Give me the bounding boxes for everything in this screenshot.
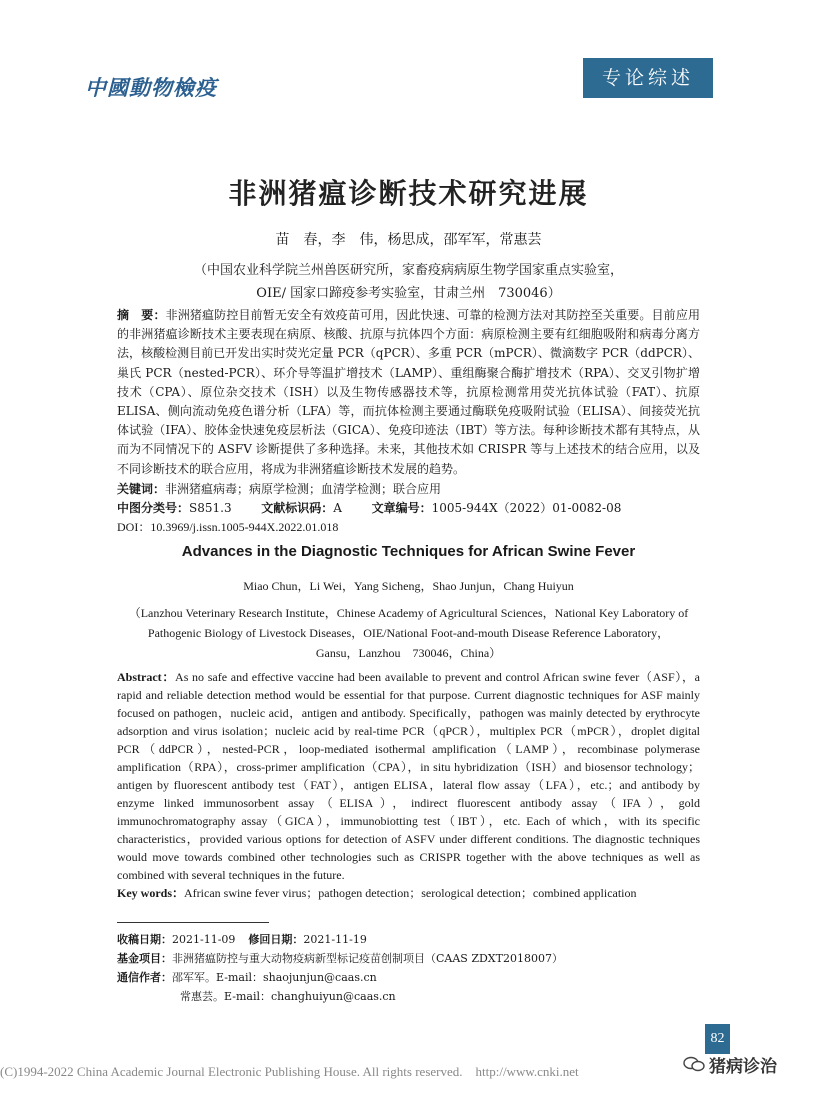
corr-author-2: 常惠芸。E-mail：changhuiyun@caas.cn: [180, 990, 396, 1003]
page-number: 82: [705, 1024, 730, 1054]
revised-value: 2021-11-19: [303, 933, 367, 946]
doc-code-label: 文献标识码：: [261, 501, 334, 515]
affiliation-cn-line-2: OIE/ 国家口蹄疫参考实验室，甘肃兰州 730046）: [256, 286, 561, 301]
wechat-icon: [683, 1056, 705, 1072]
doc-code-value: A: [333, 501, 342, 515]
keywords-en-label: Key words：: [117, 886, 184, 900]
abstract-cn-text: 非洲猪瘟防控目前暂无安全有效疫苗可用，因此快速、可靠的检测方法对其防控至关重要。目前应用的非洲猪瘟诊断技术主要表现在病原、核酸、抗原与抗体四个方面：病原检测主要有红细胞吸附和病毒分离方法，核酸检测目前已开发出实时荧光定量 PCR（qPCR）、多重 PCR（mPCR）、微滴数字 PCR（ddPCR）、巢氏 PCR（nested-PCR）、环介导等温扩增技术（LAMP）、重组酶聚合酶扩增技术（RPA）、交叉引物扩增技术（CPA）、原位杂交技术（ISH）以及生物传感器技术等，抗原检测常用荧光抗体试验（FAT）、抗原 ELISA、侧向流动免疫色谱分析（LFA）等，而抗体检测主要通过酶联免疫吸附试验（ELISA）、间接荧光抗体试验（IFA）、胶体金快速免疫层析法（GICA）、免疫印迹法（IBT）等方法。每种诊断技术都有其特点，从而为不同情况下的 ASFV 诊断提供了多种选择。未来，其他技术如 CRISPR 等与上述技术的结合应用，以及不同诊断技术的联合应用，将成为非洲猪瘟诊断技术发展的趋势。: [117, 308, 700, 476]
abstract-en-label: Abstract：: [117, 670, 176, 684]
affiliation-en-line-2: Pathogenic Biology of Livestock Diseases，OIE/National Foot-and-mouth Disease Reference Laboratory，: [147, 626, 670, 640]
keywords-cn-label: 关键词：: [117, 482, 166, 496]
abstract-cn: [117, 306, 700, 479]
section-label: 专论综述: [583, 58, 713, 98]
doi: DOI：10.3969/j.issn.1005-944X.2022.01.018: [117, 520, 339, 534]
abstract-en-text: As no safe and effective vaccine had been available to prevent and control African swine fever（ASF），a rapid and reliable detection method would be essential for that purpose. Current diagnostic techniques for ASF mainly focused on pathogen，nucleic acid，antigen and antibody. Specifically，pathogen was mainly detected by erythrocyte adsorption and virus isolation；nucleic acid by real-time PCR（qPCR），multiplex PCR（mPCR），droplet digital PCR（ddPCR），nested-PCR，loop-mediated isothermal amplification（LAMP），recombinase polymerase amplification（RPA），cross-primer amplification（CPA），in situ hybridization（ISH）and biosensor technology；antigen by fluorescent antibody test（FAT），antigen ELISA，lateral flow assay（LFA），etc.；and antibody by enzyme linked immunosorbent assay（ELISA），indirect fluorescent antibody assay（IFA），gold immunochromatography assay（GICA），immunobiotting test（IBT），etc. Each of which，with its specific characteristics，provided various options for detection of ASFV under different conditions. The diagnostic techniques would move towards combined other technologies such as CRISPR together with the above techniques as well as combined with several techniques in the future.: [117, 670, 701, 882]
authors-en: Miao Chun，Li Wei，Yang Sicheng，Shao Junjun，Chang Huiyun: [243, 579, 574, 593]
fund-value: 非洲猪瘟防控与重大动物疫病新型标记疫苗创制项目（CAAS ZDXT2018007）: [172, 952, 563, 965]
affiliation-en-line-3: Gansu，Lanzhou 730046，China）: [315, 646, 502, 660]
corr-author-1: 邵军军。E-mail：shaojunjun@caas.cn: [172, 971, 377, 984]
journal-logo: 中國動物檢疫: [85, 75, 217, 100]
keywords-cn-text: 非洲猪瘟病毒；病原学检测；血清学检测；联合应用: [165, 482, 442, 496]
article-no-label: 文章编号：: [371, 501, 432, 515]
watermark-text: 猪病诊治: [709, 1057, 777, 1077]
clc-value: S851.3: [189, 501, 232, 515]
keywords-en: [117, 884, 637, 901]
copyright-line: (C)1994-2022 China Academic Journal Electronic Publishing House. All rights reserved. http://www.cnki.net: [0, 1064, 579, 1079]
received-value: 2021-11-09: [172, 933, 236, 946]
article-no-value: 1005-944X（2022）01-0082-08: [431, 501, 622, 515]
clc-label: 中图分类号：: [117, 501, 190, 515]
received-label: 收稿日期：: [117, 933, 172, 946]
classification-info: [117, 499, 717, 516]
footnote-divider: [117, 922, 269, 923]
fund-label: 基金项目：: [117, 952, 172, 965]
footnote-fund: [117, 950, 563, 966]
revised-label: 修回日期：: [248, 933, 304, 946]
abstract-en: [117, 668, 700, 884]
footnote-correspondence: [117, 969, 377, 985]
corr-label: 通信作者：: [117, 971, 172, 984]
footnote-dates: [117, 931, 367, 947]
affiliation-en-line-1: （Lanzhou Veterinary Research Institute，Chinese Academy of Agricultural Sciences，National Key Laboratory of: [128, 606, 689, 620]
paper-title-en: Advances in the Diagnostic Techniques for African Swine Fever: [181, 543, 636, 560]
paper-title-cn: 非洲猪瘟诊断技术研究进展: [228, 177, 589, 210]
keywords-cn: [117, 480, 717, 497]
affiliation-cn-line-1: （中国农业科学院兰州兽医研究所，家畜疫病病原生物学国家重点实验室，: [193, 263, 623, 278]
keywords-en-text: African swine fever virus；pathogen detection；serological detection；combined application: [184, 886, 637, 900]
authors-cn: 苗 春，李 伟，杨思成，邵军军，常惠芸: [275, 232, 542, 248]
abstract-cn-label: 摘 要：: [117, 308, 166, 322]
